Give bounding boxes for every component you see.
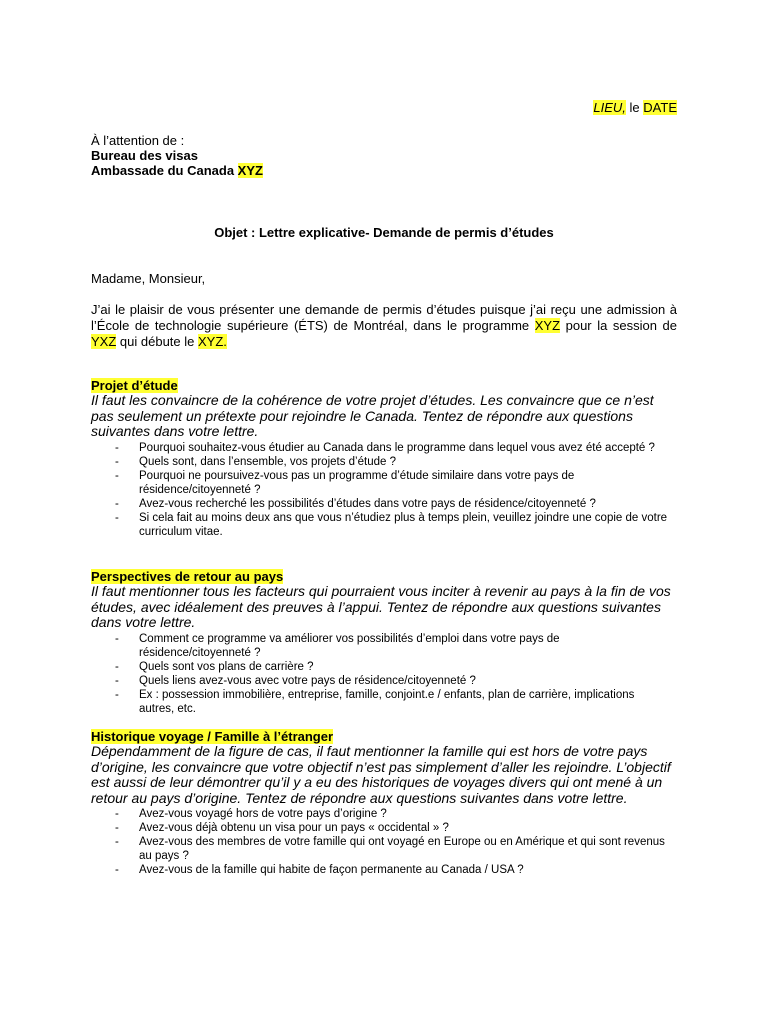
greeting: Madame, Monsieur, xyxy=(91,271,206,286)
list-item: - Avez-vous voyagé hors de votre pays d’origine ? xyxy=(115,808,387,820)
list-item: - Pourquoi ne poursuivez-vous pas un programme d’étude similaire dans votre pays de résidence/citoyenneté ? xyxy=(115,469,575,496)
office-line: Bureau des visas xyxy=(91,148,198,163)
section-description: Il faut mentionner tous les facteurs qui pourraient vous inciter à revenir au pays à la fin de vos études, avec idéalement des preuves à l’appui. Tentez de répondre aux questions suivantes dans votre lettre. xyxy=(91,583,671,630)
intro-paragraph xyxy=(91,302,677,350)
attention-line: À l’attention de : xyxy=(91,133,185,148)
start-placeholder: XYZ. xyxy=(198,334,227,349)
list-item: - Quels liens avez-vous avec votre pays de résidence/citoyenneté ? xyxy=(115,674,476,687)
list-item: - Avez-vous des membres de votre famille qui ont voyagé en Europe ou en Amérique et qui sont revenus au pays ? xyxy=(115,836,665,862)
program-placeholder: XYZ xyxy=(534,318,561,333)
list-item: - Quels sont, dans l’ensemble, vos projets d’étude ? xyxy=(115,455,396,468)
place-placeholder: LIEU, xyxy=(593,100,626,115)
embassy-code-placeholder: XYZ xyxy=(237,163,263,178)
intro-text-3: qui débute le xyxy=(119,334,195,349)
list-item: - Avez-vous de la famille qui habite de façon permanente au Canada / USA ? xyxy=(115,864,524,876)
embassy-line xyxy=(91,163,691,178)
section-description: Dépendamment de la figure de cas, il faut mentionner la famille qui est hors de votre pays d’origine, les convaincre que votre objectif n’est pas simplement d’aller les rejoindre. L’objectif est aussi de leur démontrer qu’il y a eu des historiques de voyages divers qui ont mené à un retour au pays d’origine. Tentez de répondre aux questions suivantes dans votre lettre. xyxy=(91,743,671,806)
session-placeholder: YXZ xyxy=(91,334,117,349)
section-heading: Historique voyage / Famille à l’étranger xyxy=(91,729,334,744)
recipient-address xyxy=(91,133,691,178)
section-perspectives-retour xyxy=(91,569,671,716)
subject-line: Objet : Lettre explicative- Demande de permis d’études xyxy=(214,225,554,240)
list-item: - Ex : possession immobilière, entreprise, famille, conjoint.e / enfants, plan de carrière, implications autres, etc. xyxy=(115,688,635,715)
list-item: - Avez-vous recherché les possibilités d’études dans votre pays de résidence/citoyenneté ? xyxy=(115,497,596,510)
list-item: - Si cela fait au moins deux ans que vous n’étudiez plus à temps plein, veuillez joindre une copie de votre curriculum vitae. xyxy=(115,511,668,538)
list-item: - Quels sont vos plans de carrière ? xyxy=(115,660,314,673)
question-list xyxy=(91,632,671,716)
section-historique-voyage xyxy=(91,729,671,877)
section-description: Il faut les convaincre de la cohérence de votre projet d’études. Les convaincre que ce n’est pas seulement un prétexte pour rejoindre le Canada. Tentez de répondre aux questions suivantes dans votre lettre. xyxy=(91,392,654,439)
dateline-le: le xyxy=(629,100,640,115)
intro-text-1: J’ai le plaisir de vous présenter une demande de permis d’études puisque j’ai reçu une admission à l’École de technologie supérieure (ÉTS) de Montréal, dans le programme xyxy=(91,302,677,333)
list-item: - Pourquoi souhaitez-vous étudier au Canada dans le programme dans lequel vous avez été accepté ? xyxy=(115,441,655,454)
embassy-name: Ambassade du Canada xyxy=(91,163,235,178)
section-projet-etude xyxy=(91,378,671,539)
question-list xyxy=(91,807,671,877)
section-heading: Perspectives de retour au pays xyxy=(91,569,284,584)
section-heading: Projet d’étude xyxy=(91,378,178,393)
intro-text-2: pour la session de xyxy=(565,318,677,333)
date-placeholder: DATE xyxy=(643,100,677,115)
question-list xyxy=(91,441,671,539)
dateline xyxy=(593,100,677,115)
list-item: - Comment ce programme va améliorer vos possibilités d’emploi dans votre pays de résidence/citoyenneté ? xyxy=(115,632,560,659)
list-item: - Avez-vous déjà obtenu un visa pour un pays « occidental » ? xyxy=(115,822,449,834)
